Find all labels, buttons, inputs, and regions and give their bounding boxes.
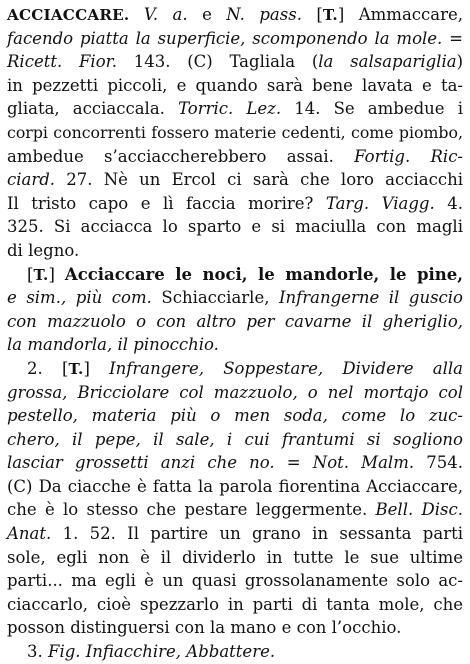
entry-line — [7, 593, 463, 617]
text-run: 2. [ — [27, 358, 69, 378]
italic-run: lasciar grossetti anzi che no. — [7, 453, 275, 473]
italic-run: Infrangere, Soppestare, Dividere alla — [109, 358, 463, 378]
text-run: ] Ammaccare, — [337, 5, 464, 24]
entry-line — [7, 475, 463, 499]
text-run: 27. Nè un Ercol ci sarà che loro acciacchi — [55, 170, 463, 190]
text-run: 14. Se ambedue i — [281, 99, 463, 119]
text-run: 4. — [434, 193, 463, 213]
italic-run: Anat. — [7, 524, 52, 544]
text-run: Schiacciarle, — [151, 288, 280, 308]
entry-line — [7, 640, 463, 664]
italic-run: con mazzuolo o con altro per cavarne il gheriglio, — [7, 311, 463, 331]
text-run: 754. — [414, 453, 463, 473]
entry-line — [7, 192, 463, 216]
italic-run: e sim., più com. — [7, 288, 152, 308]
entry-line — [7, 616, 463, 640]
text-run: di legno. — [7, 240, 80, 260]
text-run: 143. (C) Tagliala ( — [116, 52, 319, 72]
headword: ACCIACCARE. — [7, 6, 130, 24]
italic-run: chero, il pepe, il sale, i cui frantumi si sogliono — [7, 429, 463, 449]
italic-run: Torric. Lez. — [178, 99, 282, 119]
entry-line — [7, 310, 463, 334]
entry-line — [7, 50, 463, 74]
text-run: = — [274, 453, 313, 473]
entry-line — [7, 404, 463, 428]
entry-line — [7, 168, 463, 192]
entry-line — [7, 333, 463, 357]
text-run: ] — [48, 264, 65, 284]
entry-line — [7, 239, 463, 263]
italic-run: Fig. Infiacchire, Abbattere. — [48, 642, 276, 662]
text-run: sole, egli non è il dividerlo in tutte le sue ultime — [7, 547, 463, 567]
entry-line — [7, 145, 463, 169]
italic-run: V. a. — [143, 5, 188, 24]
entry-line — [7, 546, 463, 570]
entry-line — [7, 522, 463, 546]
entry-line — [7, 74, 463, 98]
entry-line — [7, 3, 463, 27]
italic-run: pestello, materia più o men soda, come lo zuc- — [7, 406, 463, 426]
italic-run: ciard. — [7, 170, 56, 190]
text-run: ) — [456, 52, 463, 72]
entry-line — [7, 357, 463, 381]
bold-run: Acciaccare le noci, le mandorle, le pine, — [64, 264, 463, 284]
text-run: corpi concorrenti fossero materie cedenti, come piombo, — [7, 122, 463, 142]
text-run: 325. Si acciacca lo sparto e si maciulla con magli — [7, 217, 463, 237]
entry-line — [7, 215, 463, 239]
text-run — [129, 5, 143, 24]
text-run: che è lo stesso che pestare leggermente. — [7, 500, 376, 520]
smallcaps-run: T. — [322, 6, 338, 24]
text-run: 1. 52. Il partire un grano in sessanta parti — [51, 524, 463, 544]
entry-line — [7, 27, 463, 51]
italic-run: Targ. Viagg. — [325, 193, 435, 213]
entry-line — [7, 451, 463, 475]
text-run: in pezzetti piccoli, e quando sarà bene lavata e ta- — [7, 75, 463, 95]
entry-line — [7, 428, 463, 452]
smallcaps-run: T. — [68, 359, 84, 378]
text-run: e — [187, 5, 227, 24]
text-run: = — [442, 28, 463, 48]
text-run: ciaccarlo, cioè spezzarlo in parti di tanta mole, che — [7, 594, 463, 614]
entry-line — [7, 569, 463, 593]
italic-run: N. pass. — [226, 5, 302, 24]
text-run: Il tristo capo e lì faccia morire? — [7, 193, 326, 213]
text-run: [ — [27, 264, 34, 284]
italic-run: Infrangerne il guscio — [279, 288, 463, 308]
text-run: [ — [301, 5, 323, 24]
italic-run: facendo piatta la superficie, scomponendo la mole. — [7, 28, 443, 48]
smallcaps-run: T. — [33, 265, 49, 284]
entry-line — [7, 97, 463, 121]
text-run: 3. — [27, 642, 48, 662]
text-run: (C) Da ciacche è fatta la parola fiorentina Acciaccare, — [7, 476, 463, 496]
entry-line — [7, 263, 463, 287]
italic-run: Fortig. Ric- — [354, 146, 464, 166]
text-run: ] — [83, 358, 110, 378]
italic-run: la mandorla, il pinocchio. — [7, 335, 219, 355]
dictionary-entry — [7, 3, 464, 662]
entry-line — [7, 121, 463, 145]
entry-line — [7, 381, 463, 405]
text-run: posson distinguersi con la mano e con l’occhio. — [7, 618, 402, 638]
text-run: ambedue s’acciaccherebbero assai. — [7, 146, 355, 166]
italic-run: Bell. Disc. — [375, 500, 463, 520]
italic-run: Ricett. Fior. — [7, 52, 117, 72]
text-run: gliata, acciaccala. — [7, 99, 179, 119]
entry-line — [7, 498, 463, 522]
text-run: parti... ma egli è un quasi grossolanamente solo ac- — [7, 571, 463, 591]
italic-run: grossa, Bricciolare col mazzuolo, o nel mortajo col — [7, 382, 463, 402]
italic-run: la salsapariglia — [318, 52, 457, 72]
entry-line — [7, 286, 463, 310]
italic-run: Not. Malm. — [312, 453, 415, 473]
